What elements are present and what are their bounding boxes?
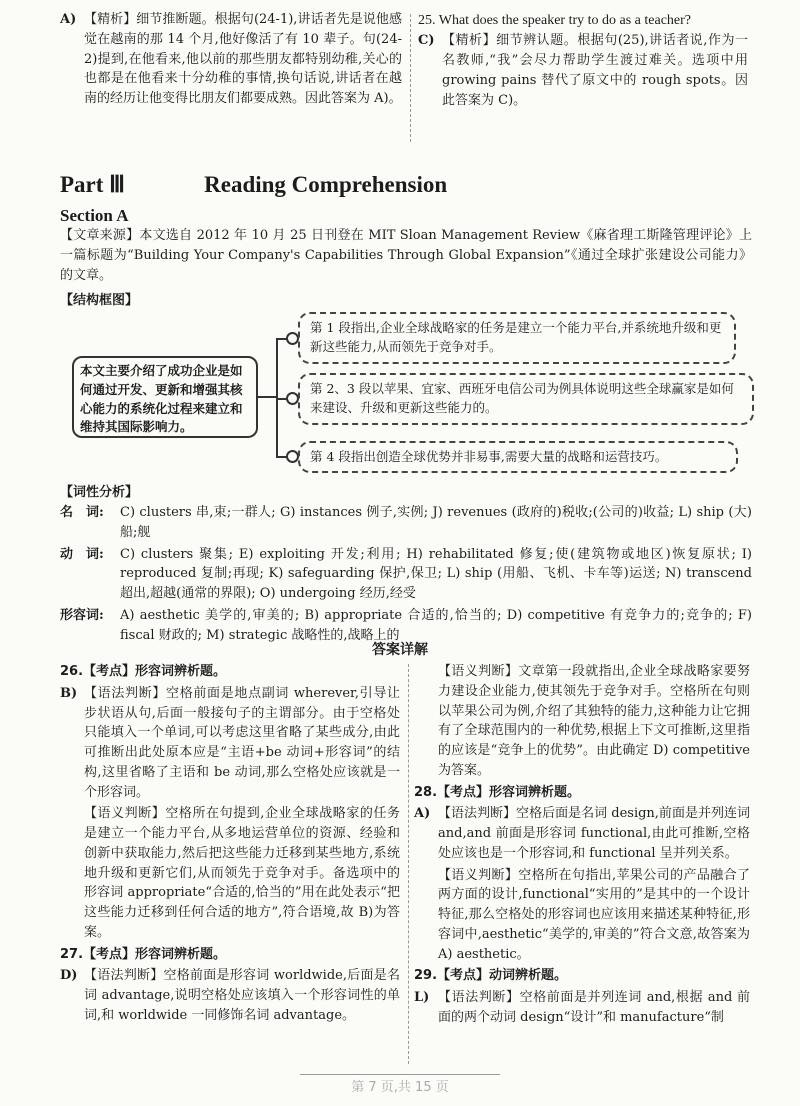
question-25: 25. What does the speaker try to do as a teacher?	[418, 13, 692, 28]
top-right-answer	[418, 10, 748, 112]
pos-tag: 名 词:	[60, 505, 104, 520]
pos-text: A) aesthetic 美学的,审美的; B) appropriate 合适的,恰当的; D) competitive 有竞争力的;竞争的; F) fiscal 财政的; M) strategic 战略性的,战略上的	[120, 607, 752, 643]
answer-label: B)	[60, 685, 78, 701]
answer-text: 【语义判断】文章第一段就指出,企业全球战略家要努力建设企业能力,使其领先于竞争对手。空格所在句则以苹果公司为例,介绍了其独特的能力,这种能力让它拥有了全球范围内的一种优势,根据上下文可推断,这里指的应该是“竞争上的优势”。由此确定 D) competitive 为答案。	[438, 664, 750, 778]
answer-entry	[60, 662, 400, 682]
answer-entry	[414, 662, 750, 781]
answer-entry	[414, 966, 750, 986]
answers-left-column	[60, 662, 400, 1028]
answer-text: 【精析】细节推断题。根据句(24-1),讲话者先是说他感觉在越南的那 14 个月,他好像活了有 10 辈子。句(24-2)提到,在他看来,他以前的那些朋友都特别幼稚,关心的也都是在他看来十分幼稚的事情,换句话说,讲话者在越南的经历让他变得比朋友们都要成熟。因此答案为 A)。	[84, 12, 402, 106]
part-title: Reading Comprehension	[204, 172, 448, 197]
answer-label: L)	[414, 990, 430, 1005]
top-left-answer	[60, 10, 402, 111]
framework-heading: 【结构框图】	[60, 293, 139, 308]
answer-entry	[414, 804, 750, 863]
column-divider	[408, 664, 409, 1064]
answer-text: 【语法判断】空格前面是地点副词 wherever,引导让步状语从句,后面一般接句子的主谓部分。由于空格处只能填入一个单词,可以考虑这里省略了某些成分,由此可推断出此处原本应是“主语+be 动词+形容词”的结构,这里省略了主语和 be 动词,那么空格处应该就是一个形容词。	[84, 685, 400, 800]
pos-text: C) clusters 串,束;一群人; G) instances 例子,实例; J) revenues (政府的)税收;(公司的)收益; L) ship (大)船;舰	[120, 505, 752, 540]
part-heading	[60, 168, 760, 203]
answer-label	[414, 662, 438, 781]
pos-text: C) clusters 聚集; E) exploiting 开发;利用; H) rehabilitated 修复;使(建筑物或地区)恢复原状; I) reproduced 复制;再现; K) safeguarding 保护,保卫; L) ship (用船、飞机、卡车等)运送; N) transcend 超出,超越(通常的界限); O) undergoing 经历,经受	[120, 546, 752, 601]
answer-entry	[414, 988, 750, 1028]
connector	[276, 338, 278, 456]
connector	[258, 396, 276, 398]
page-footer: 第 7 页,共 15 页	[351, 1080, 449, 1095]
pos-tag: 形容词:	[60, 607, 104, 623]
answer-text: 【语义判断】空格所在句指出,苹果公司的产品融合了两方面的设计,functional“实用的”是其中的一个设计特征,那么空格处的形容词也应该用来描述某种特征,形容词中,aesthetic“美学的,审美的”符合文意,故答案为 A) aesthetic。	[438, 867, 750, 962]
question-head: 28.【考点】形容词辨析题。	[414, 784, 581, 800]
answer-text: 【语法判断】空格前面是形容词 worldwide,后面是名词 advantage,说明空格处应该填入一个形容词性的单词,和 worldwide 一同修饰名词 advantage。	[84, 968, 400, 1023]
framework-box-2: 第 2、3 段以苹果、宜家、西班牙电信公司为例具体说明这些全球赢家是如何来建设、升级和更新这些能力的。	[298, 373, 754, 425]
answer-entry	[60, 945, 400, 965]
question-head: 26.【考点】形容词辨析题。	[60, 664, 227, 679]
answer-entry	[60, 966, 400, 1025]
answer-label	[60, 804, 84, 942]
answer-text: 【语法判断】空格前面是并列连词 and,根据 and 前面的两个动词 design“设计”和 manufacture“制	[438, 990, 750, 1025]
section-title: Section A	[60, 206, 129, 225]
answer-label	[414, 866, 438, 965]
pos-tag: 动 词:	[60, 546, 104, 562]
answer-text: 【精析】细节辨认题。根据句(25),讲话者说,作为一名教师,“我”会尽力帮助学生渡过难关。选项中用 growing pains 替代了原文中的 rough spots。因此答案为 C)。	[442, 33, 748, 108]
article-source: 【文章来源】本文选自 2012 年 10 月 25 日刊登在 MIT Sloan Management Review《麻省理工斯隆管理评论》上一篇标题为“Building Your Company's Capabilities Through Global Expansion”《通过全球扩张建设公司能力》的文章。	[60, 228, 752, 283]
answer-text: 【语义判断】空格所在句提到,企业全球战略家的任务是建立一个能力平台,从多地运营单位的资源、经验和创新中获取能力,然后把这些能力迁移到某些地方,系统地升级和更新它们,从而领先于竞争对手。备选项中的形容词 appropriate“合适的,恰当的”用在此处表示“把这些能力迁移到任何合适的地方”,符合语境,故 B)为答案。	[84, 806, 400, 940]
framework-box-1: 第 1 段指出,企业全球战略家的任务是建立一个能力平台,并系统地升级和更新这些能力,从而领先于竞争对手。	[298, 312, 736, 364]
framework-box-3: 第 4 段指出创造全球优势并非易事,需要大量的战略和运营技巧。	[298, 441, 738, 473]
answer-label: A)	[60, 12, 77, 27]
summary-box: 本文主要介绍了成功企业是如何通过开发、更新和增强其核心能力的系统化过程来建立和维持其国际影响力。	[72, 356, 258, 438]
question-head: 29.【考点】动词辨析题。	[414, 968, 568, 984]
answer-label: C)	[418, 33, 435, 49]
pos-heading: 【词性分析】	[60, 485, 139, 500]
answer-entry	[414, 866, 750, 965]
pos-row	[60, 545, 752, 604]
pos-list	[60, 503, 752, 647]
answers-title: 答案详解	[372, 642, 428, 658]
question-head: 27.【考点】形容词辨析题。	[60, 946, 227, 962]
answer-text: 【语法判断】空格后面是名词 design,前面是并列连词 and,and 前面是形容词 functional,由此可推断,空格处应该也是一个形容词,和 functional 呈并列关系。	[438, 806, 750, 861]
part-number: Part Ⅲ	[60, 172, 126, 197]
footer-rule	[300, 1074, 500, 1075]
pos-row	[60, 503, 752, 543]
answer-label: D)	[60, 968, 78, 984]
answers-right-column	[414, 662, 750, 1030]
answer-entry	[414, 783, 750, 803]
answer-entry	[60, 684, 400, 803]
column-divider	[410, 14, 411, 142]
answer-label: A)	[414, 806, 431, 822]
answer-entry	[60, 804, 400, 942]
